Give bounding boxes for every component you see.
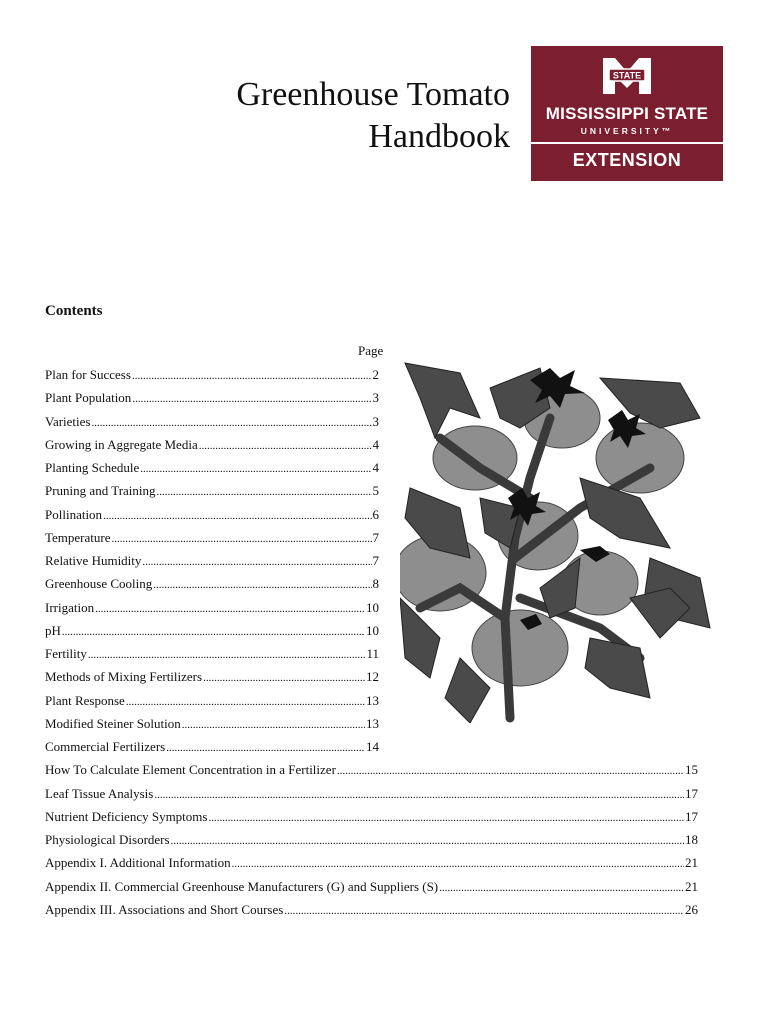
title-line-2: Handbook <box>368 118 510 155</box>
toc-entry <box>45 901 698 924</box>
toc-entry-title: Pruning and Training <box>45 483 156 499</box>
toc-entry <box>45 808 698 831</box>
toc-leader-dots <box>208 808 684 827</box>
toc-entry-title: Physiological Disorders <box>45 832 170 847</box>
msu-m-icon <box>601 56 653 96</box>
toc-entry-page: 17 <box>685 808 698 824</box>
page-column-label: Page <box>358 343 384 358</box>
toc-entry <box>45 366 379 389</box>
toc-entry-page: 3 <box>372 390 379 406</box>
toc-entry <box>45 785 698 808</box>
toc-entry-title: Growing in Aggregate Media <box>45 436 198 452</box>
toc-entry-title: Relative Humidity <box>45 553 142 568</box>
document-title <box>236 74 510 158</box>
toc-entry <box>45 506 379 529</box>
toc-leader-dots <box>88 645 366 664</box>
toc-entry-page: 7 <box>372 529 379 545</box>
toc-entry-page: 11 <box>366 646 379 661</box>
toc-entry-page: 12 <box>366 669 379 685</box>
logo-line-2: UNIVERSITY™ <box>580 126 674 136</box>
toc-entry-title: Appendix II. Commercial Greenhouse Manufacturers (G) and Suppliers (S) <box>45 878 439 894</box>
toc-leader-dots <box>153 575 371 594</box>
toc-entry-title: Leaf Tissue Analysis <box>45 785 154 801</box>
toc-entry <box>45 645 379 668</box>
toc-entry-title: Plant Population <box>45 390 132 406</box>
toc-leader-dots <box>154 785 684 804</box>
toc-entry-page: 13 <box>366 715 379 731</box>
toc-leader-dots <box>199 436 372 455</box>
toc-leader-dots <box>171 831 684 850</box>
toc-entry-title: pH <box>45 622 61 638</box>
title-line-1: Greenhouse Tomato <box>236 76 510 113</box>
toc-leader-dots <box>337 761 684 780</box>
toc-entry-title: Appendix III. Associations and Short Courses <box>45 901 284 917</box>
toc-entry <box>45 482 379 505</box>
toc-entry-title: Irrigation <box>45 599 95 615</box>
toc-entry-title: Modified Steiner Solution <box>45 715 181 731</box>
toc-entry <box>45 552 379 575</box>
toc-entry-page: 7 <box>372 553 379 568</box>
logo-line-3: EXTENSION <box>572 150 682 170</box>
logo-divider <box>531 142 723 144</box>
toc-entry <box>45 831 698 854</box>
toc-leader-dots <box>182 715 365 734</box>
toc-leader-dots <box>95 599 365 618</box>
toc-leader-dots <box>140 459 371 478</box>
msu-extension-logo <box>531 46 723 181</box>
toc-entry-page: 21 <box>685 855 698 871</box>
logo-badge-text: STATE <box>612 70 642 81</box>
toc-entry-page: 8 <box>372 576 379 592</box>
toc-leader-dots <box>62 622 365 641</box>
toc-entry-page: 2 <box>372 367 379 382</box>
toc-leader-dots <box>142 552 371 571</box>
toc-entry <box>45 389 379 412</box>
toc-entry-page: 4 <box>372 460 379 475</box>
toc-leader-dots <box>232 854 684 873</box>
toc-leader-dots <box>284 901 684 920</box>
toc-entry-title: Plant Response <box>45 692 125 708</box>
toc-entry-page: 10 <box>366 599 379 615</box>
toc-entry-title: Nutrient Deficiency Symptoms <box>45 808 208 824</box>
toc-leader-dots <box>91 413 371 432</box>
toc-leader-dots <box>439 878 684 897</box>
toc-leader-dots <box>103 506 371 525</box>
toc-entry-page: 26 <box>685 901 698 917</box>
toc-entry <box>45 738 379 761</box>
toc-entry-page: 3 <box>372 413 379 429</box>
toc-entry-title: Greenhouse Cooling <box>45 576 153 592</box>
toc-leader-dots <box>166 738 365 757</box>
toc-entry-title: Fertility <box>45 646 87 661</box>
toc-entry-page: 6 <box>372 506 379 522</box>
toc-leader-dots <box>157 482 372 501</box>
toc-entry-title: Appendix I. Additional Information <box>45 855 231 871</box>
toc-entry-page: 17 <box>685 785 698 801</box>
toc-entry <box>45 436 379 459</box>
toc-entry-page: 14 <box>366 739 379 754</box>
toc-leader-dots <box>112 529 372 548</box>
contents-heading: Contents <box>45 303 103 319</box>
toc-entry-page: 5 <box>372 483 379 499</box>
toc-entry-title: Varieties <box>45 413 91 429</box>
toc-leader-dots <box>132 366 372 385</box>
toc-entry <box>45 622 379 645</box>
toc-entry <box>45 668 379 691</box>
toc-entry <box>45 692 379 715</box>
toc-entry-title: How To Calculate Element Concentration in a Fertilizer <box>45 762 336 778</box>
toc-entry-title: Commercial Fertilizers <box>45 739 166 754</box>
toc-entry <box>45 715 379 738</box>
toc-entry-page: 10 <box>366 622 379 638</box>
toc-entry <box>45 459 379 482</box>
toc-entry-title: Plan for Success <box>45 367 131 382</box>
toc-entry-page: 4 <box>372 436 379 452</box>
toc-leader-dots <box>203 668 365 687</box>
toc-entry <box>45 878 698 901</box>
toc-entry-page: 21 <box>685 878 698 894</box>
toc-entry-page: 15 <box>685 762 698 778</box>
toc-entry-title: Methods of Mixing Fertilizers <box>45 669 203 685</box>
toc-entry <box>45 761 698 784</box>
toc-entry <box>45 529 379 552</box>
tomato-plant-illustration <box>400 358 715 723</box>
toc-leader-dots <box>126 692 365 711</box>
toc-entry-title: Pollination <box>45 506 103 522</box>
toc-entry <box>45 599 379 622</box>
toc-entry-title: Planting Schedule <box>45 460 140 475</box>
toc-entry <box>45 413 379 436</box>
toc-entry-page: 13 <box>366 692 379 708</box>
toc-leader-dots <box>132 389 371 408</box>
toc-entry <box>45 854 698 877</box>
toc-entry-page: 18 <box>685 832 698 847</box>
logo-line-1: MISSISSIPPI STATE <box>545 104 709 123</box>
toc-entry <box>45 575 379 598</box>
toc-entry-title: Temperature <box>45 529 111 545</box>
